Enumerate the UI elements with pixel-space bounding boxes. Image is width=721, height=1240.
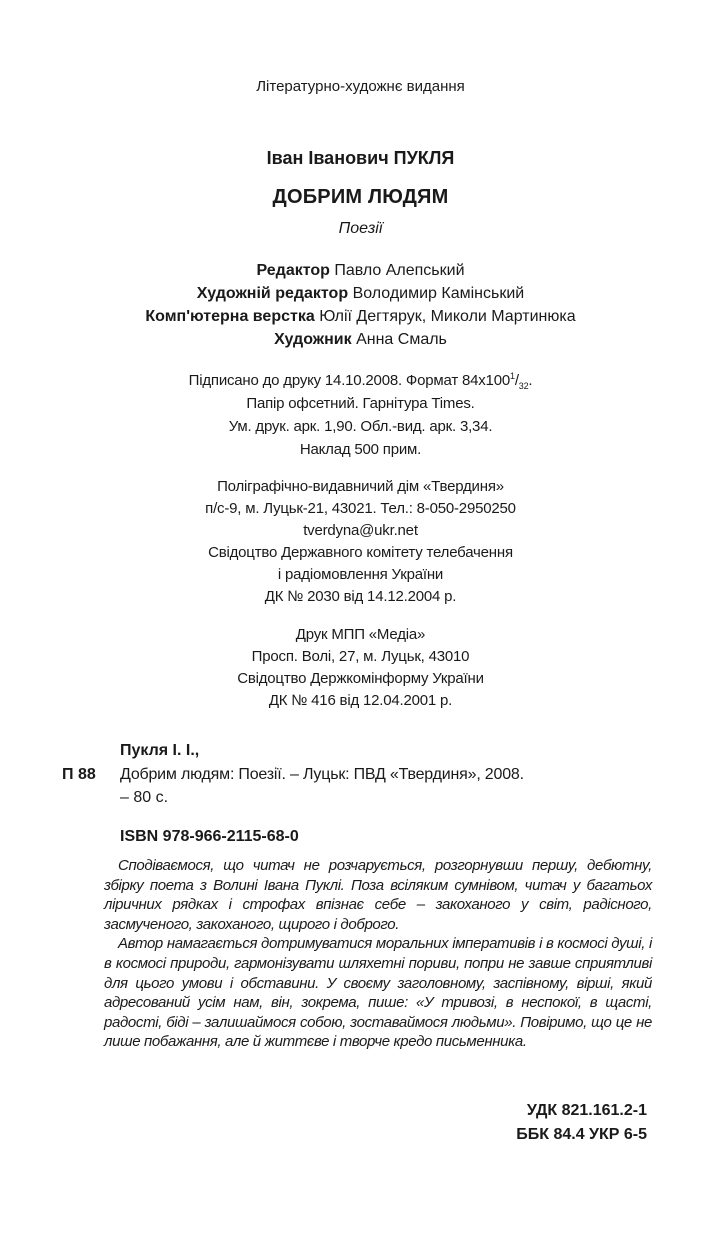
publisher-email: tverdyna@ukr.net xyxy=(303,522,418,539)
credit-editor xyxy=(0,262,721,280)
publisher-cert-3: ДК № 2030 від 14.12.2004 р. xyxy=(264,588,457,605)
publisher-cert-2: і радіомовлення України xyxy=(277,566,444,583)
print-run: Наклад 500 прим. xyxy=(299,441,422,458)
credit-role: Комп'ютерна верстка xyxy=(145,308,315,325)
annotation-paragraph-1: Сподіваємося, що читач не розчарується, розгорнувши першу, дебютну, збірку поета з Волині Івана Пуклі. Поза всіляким сумнівом, читач у багатьох ліричних рядках і строфах впізнає себе – закоханого у світ, радісного, засмученого, закоханого, щирого і доброго. xyxy=(104,857,652,933)
catalog-description-2: – 80 с. xyxy=(120,789,169,806)
annotation-paragraph-2: Автор намагається дотримуватися моральних імперативів і в космосі душі, і в космосі природи, гармонізувати шляхетні пориви, попри не завше сприятливі для цього умови і обставини. У своєму заголовному, заспівному, вірші, який адресований усім нам, він, зокрема, пише: «У тривозі, в неспокої, в щасті, радості, біді – залишаймося собою, зоставаймося людьми». Повіримо, що це не лише побажання, але й життєве і творче кредо письменника. xyxy=(104,935,652,1051)
print-paper: Папір офсетний. Гарнітура Times. xyxy=(246,395,475,412)
annotation xyxy=(104,856,652,1052)
printer-cert-1: Свідоцтво Держкомінформу України xyxy=(237,670,484,687)
printer-name: Друк МПП «Медіа» xyxy=(295,626,426,643)
credit-person: Юлії Дегтярук, Миколи Мартинюка xyxy=(319,308,576,325)
udk-code: УДК 821.161.2-1 xyxy=(526,1102,647,1119)
print-signed-text: Підписано до друку 14.10.2008. Формат 84x100 xyxy=(188,372,510,389)
format-sup: 1 xyxy=(510,371,515,381)
catalog-description-1: Добрим людям: Поезії. – Луцьк: ПВД «Твердиня», 2008. xyxy=(120,766,524,783)
print-sheets: Ум. друк. арк. 1,90. Обл.-вид. арк. 3,34. xyxy=(228,418,493,435)
catalog-author: Пукля І. І., xyxy=(120,742,200,759)
genre-line: Літературно-художнє видання xyxy=(256,78,465,95)
credit-art-editor xyxy=(0,285,721,303)
credit-role: Редактор xyxy=(256,262,330,279)
credit-layout xyxy=(0,308,721,326)
printer-address: Просп. Волі, 27, м. Луцьк, 43010 xyxy=(251,648,470,665)
credit-role: Художник xyxy=(274,331,352,348)
book-title: ДОБРИМ ЛЮДЯМ xyxy=(272,186,449,208)
credit-person: Анна Смаль xyxy=(356,331,447,348)
credit-artist xyxy=(0,331,721,349)
print-signed: Підписано до друку 14.10.2008. Формат $84x100^1/_{32}$. xyxy=(188,371,533,391)
printer-cert-2: ДК № 416 від 12.04.2001 р. xyxy=(268,692,453,709)
bbk-code: ББК 84.4 УКР 6-5 xyxy=(516,1126,647,1143)
format-sub: 32 xyxy=(518,381,529,391)
subtitle: Поезії xyxy=(338,220,383,237)
credit-person: Павло Алепський xyxy=(334,262,465,279)
author-name: Іван Іванович ПУКЛЯ xyxy=(266,148,455,168)
isbn: ISBN 978-966-2115-68-0 xyxy=(120,828,299,845)
publisher-cert-1: Свідоцтво Державного комітету телебачення xyxy=(208,544,513,561)
catalog-cipher: П 88 xyxy=(62,766,96,783)
publisher-name: Поліграфічно-видавничий дім «Твердиня» xyxy=(217,478,504,495)
credit-role: Художній редактор xyxy=(196,285,349,302)
publisher-address: п/с-9, м. Луцьк-21, 43021. Тел.: 8-050-2950250 xyxy=(205,500,516,517)
credit-person: Володимир Камінський xyxy=(352,285,525,302)
